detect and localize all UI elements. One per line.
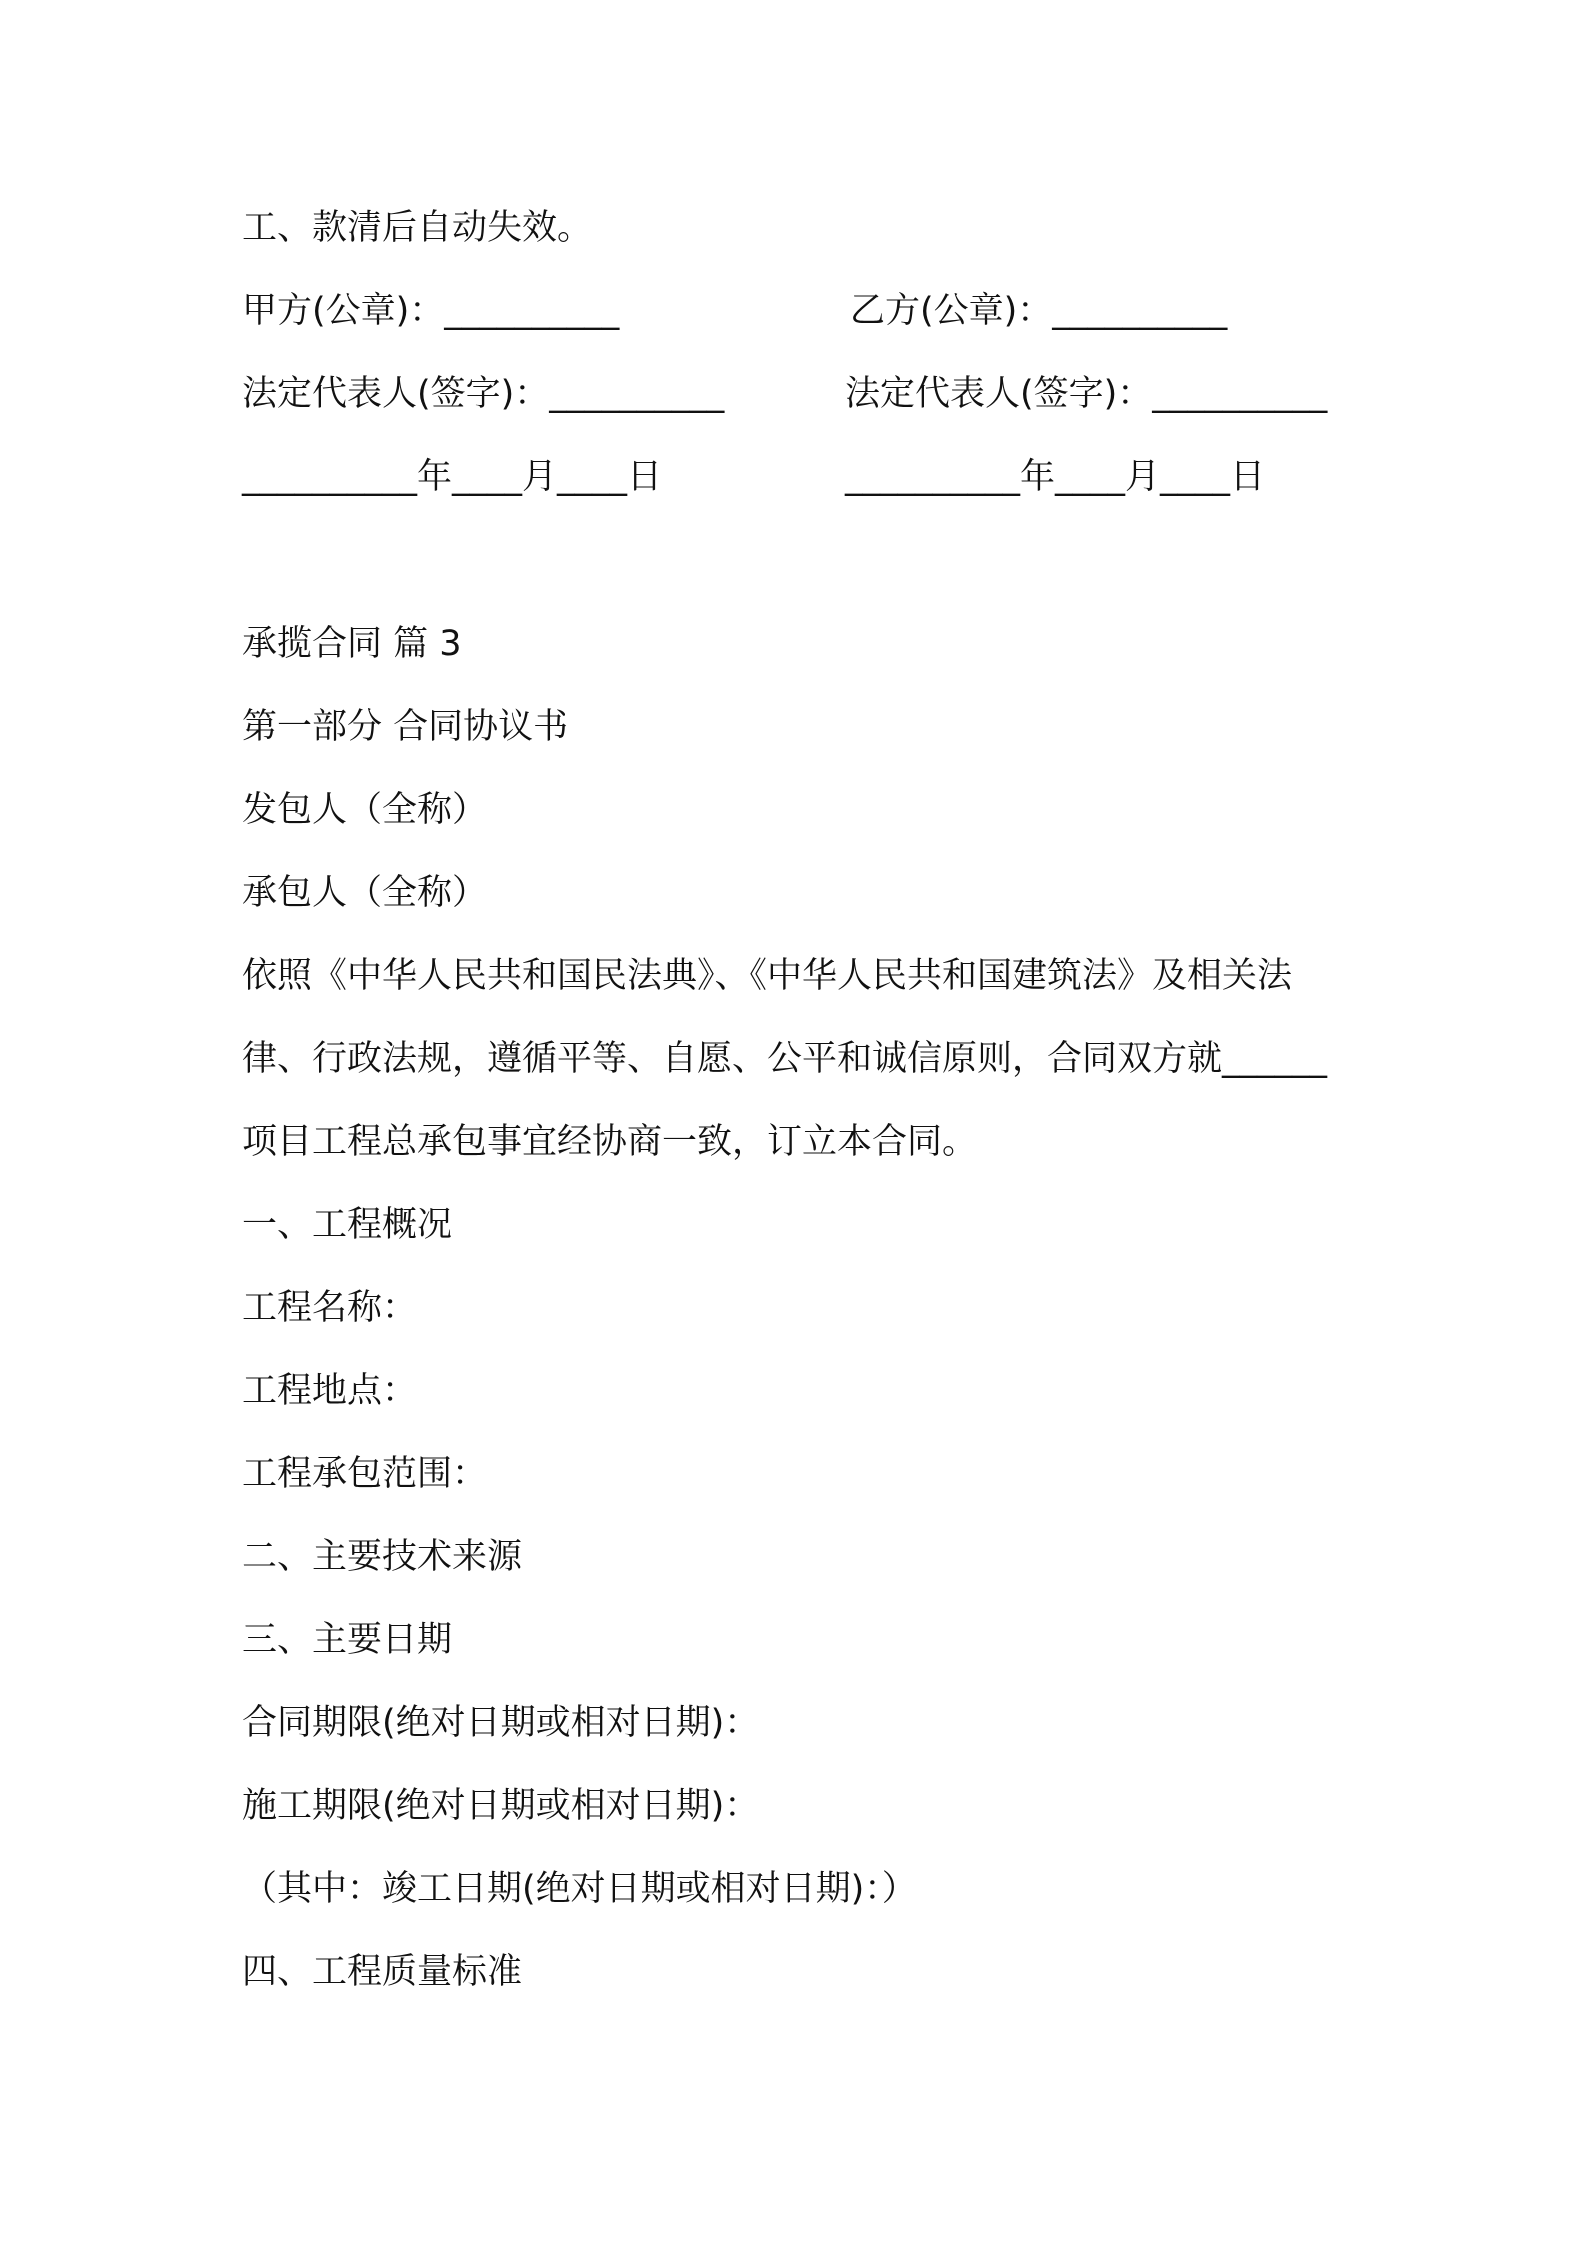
text-line: 合同期限(绝对日期或相对日期)： (242, 1703, 760, 1743)
text-line: 施工期限(绝对日期或相对日期)： (242, 1786, 760, 1826)
party-b-date: __________年____月____日 (845, 457, 1266, 497)
text-line: 工程地点： (242, 1371, 418, 1411)
party-a-representative: 法定代表人(签字)：__________ (242, 374, 725, 414)
text-line: 承包人（全称） (242, 873, 488, 913)
paragraph-line: 依照《中华人民共和国民法典》、《中华人民共和国建筑法》及相关法 (242, 956, 1293, 996)
party-a-seal: 甲方(公章)：__________ (242, 291, 620, 331)
paragraph-line: 项目工程总承包事宜经协商一致，订立本合同。 (242, 1122, 978, 1162)
text-line: （其中：竣工日期(绝对日期或相对日期)：） (242, 1869, 917, 1909)
section-heading: 二、主要技术来源 (242, 1537, 523, 1577)
paragraph-line: 律、行政法规，遵循平等、自愿、公平和诚信原则，合同双方就______ (242, 1039, 1328, 1079)
party-b-representative: 法定代表人(签字)：__________ (845, 374, 1328, 414)
section-title: 承揽合同 篇 3 (242, 624, 462, 664)
part-heading: 第一部分 合同协议书 (242, 707, 569, 747)
text-line: 发包人（全称） (242, 790, 488, 830)
section-heading: 四、工程质量标准 (242, 1952, 523, 1992)
section-heading: 一、工程概况 (242, 1205, 453, 1245)
text-line: 工、款清后自动失效。 (242, 208, 593, 248)
party-a-date: __________年____月____日 (242, 457, 663, 497)
section-heading: 三、主要日期 (242, 1620, 453, 1660)
party-b-seal: 乙方(公章)：__________ (850, 291, 1228, 331)
text-line: 工程名称： (242, 1288, 418, 1328)
text-line: 工程承包范围： (242, 1454, 488, 1494)
